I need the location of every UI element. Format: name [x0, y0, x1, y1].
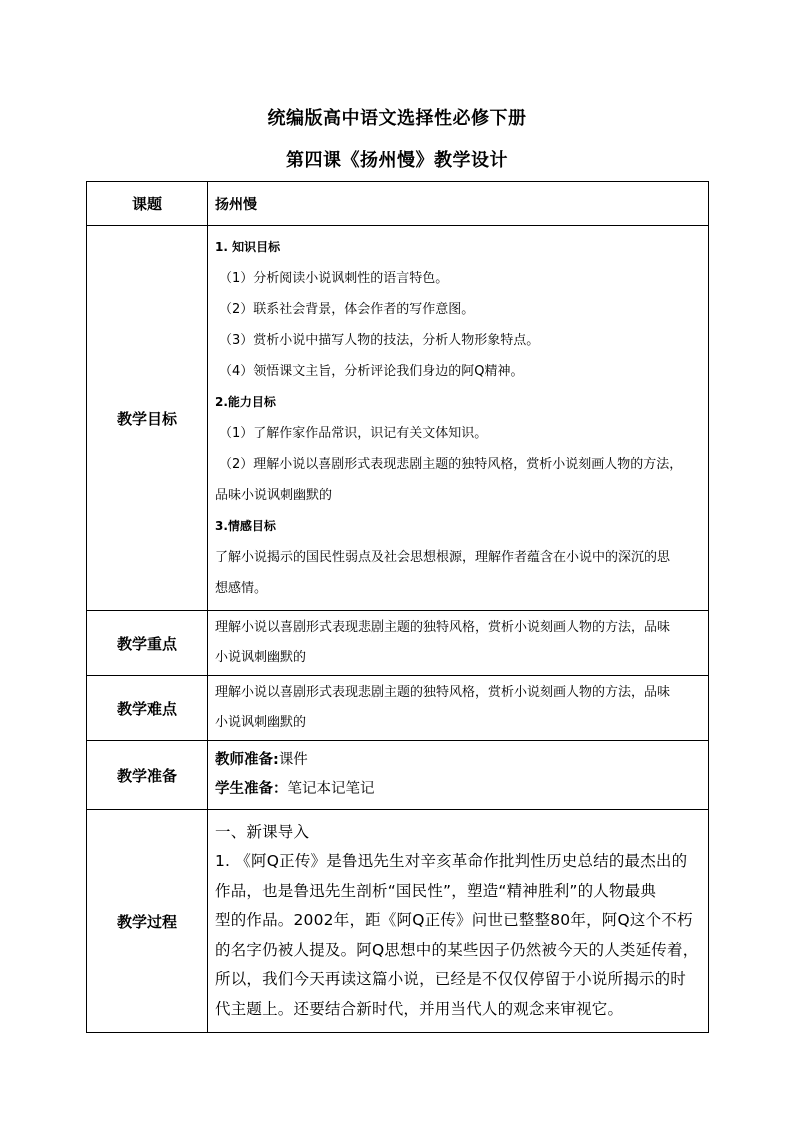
teacher-preparation-value: 课件	[278, 752, 308, 768]
row-label-goals: 教学目标	[87, 226, 208, 611]
teacher-preparation	[215, 746, 702, 775]
emotion-goal-item: 了解小说揭示的国民性弱点及社会思想根源，理解作者蕴含在小说中的深沉的思	[215, 550, 671, 565]
table-row-goals	[87, 226, 709, 611]
row-label-key-points: 教学重点	[87, 611, 208, 676]
student-preparation-value: 笔记本记笔记	[287, 781, 375, 797]
key-points-line: 理解小说以喜剧形式表现悲剧主题的独特风格，赏析小说刻画人物的方法，品味	[215, 620, 671, 635]
ability-goal-item: （1）了解作家作品常识，识记有关文体知识。	[219, 426, 488, 441]
process-line: 型的作品。2002年，距《阿Q正传》问世已整整80年，阿Q这个不朽	[215, 911, 693, 930]
document-subtitle: 第四课《扬州慢》教学设计	[286, 150, 508, 171]
emotion-goal-item: 想感情。	[215, 581, 268, 596]
topic-value: 扬州慢	[215, 196, 257, 213]
table-row-process	[87, 810, 709, 1033]
table-row-topic	[87, 182, 709, 226]
process-line: 的名字仍被人提及。阿Q思想中的某些因子仍然被今天的人类延传着，	[215, 940, 699, 959]
ability-goal-item: 品味小说讽刺幽默的	[215, 488, 333, 503]
process-line: 一、新课导入	[215, 822, 310, 841]
key-points-line: 小说讽刺幽默的	[215, 650, 307, 665]
row-content-difficulties	[208, 676, 709, 741]
process-line: 所以，我们今天再读这篇小说，已经是不仅仅停留于小说所揭示的时	[215, 970, 687, 989]
row-content-key-points	[208, 611, 709, 676]
lesson-plan-table	[86, 181, 709, 1033]
knowledge-goal-heading: 1. 知识目标	[215, 240, 281, 254]
difficulties-line: 小说讽刺幽默的	[215, 715, 307, 730]
row-content-preparation	[208, 741, 709, 810]
knowledge-goal-item: （1）分析阅读小说讽刺性的语言特色。	[219, 271, 449, 286]
row-label-difficulties: 教学难点	[87, 676, 208, 741]
student-preparation-label: 学生准备：	[215, 781, 288, 797]
document-title: 统编版高中语文选择性必修下册	[267, 108, 527, 129]
row-content-process	[208, 810, 709, 1033]
row-label-preparation: 教学准备	[87, 741, 208, 810]
table-row-preparation	[87, 741, 709, 810]
knowledge-goal-item: （3）赏析小说中描写人物的技法，分析人物形象特点。	[219, 333, 540, 348]
table-row-difficulties	[87, 676, 709, 741]
row-content-goals	[208, 226, 709, 611]
process-line: 作品，也是鲁迅先生剖析“国民性”，塑造“精神胜利”的人物最典	[215, 881, 657, 900]
teacher-preparation-label: 教师准备:	[215, 752, 279, 768]
row-label-process: 教学过程	[87, 810, 208, 1033]
row-content-topic	[208, 182, 709, 226]
row-label-topic: 课题	[87, 182, 208, 226]
ability-goal-heading: 2.能力目标	[215, 395, 276, 409]
ability-goal-item: （2）理解小说以喜剧形式表现悲剧主题的独特风格，赏析小说刻画人物的方法，	[219, 457, 683, 472]
table-row-key-points	[87, 611, 709, 676]
emotion-goal-heading: 3.情感目标	[215, 519, 276, 533]
knowledge-goal-item: （4）领悟课文主旨，分析评论我们身边的阿Q精神。	[219, 364, 524, 379]
student-preparation	[215, 775, 702, 804]
difficulties-line: 理解小说以喜剧形式表现悲剧主题的独特风格，赏析小说刻画人物的方法，品味	[215, 685, 671, 700]
process-line: 1. 《阿Q正传》是鲁迅先生对辛亥革命作批判性历史总结的最杰出的	[215, 852, 688, 871]
knowledge-goal-item: （2）联系社会背景，体会作者的写作意图。	[219, 302, 475, 317]
process-line: 代主题上。还要结合新时代，并用当代人的观念来审视它。	[215, 999, 624, 1018]
